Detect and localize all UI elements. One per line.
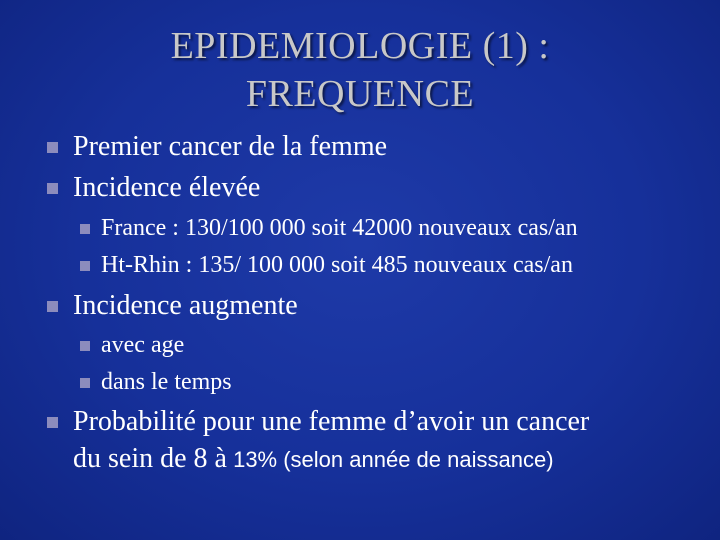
list-item-text-tail: 13% (selon année de naissance) bbox=[226, 447, 554, 472]
sub-list-item bbox=[101, 250, 573, 280]
sub-list-item bbox=[101, 213, 578, 243]
title-line-1: EPIDEMIOLOGIE (1) : bbox=[170, 25, 550, 67]
square-bullet-icon bbox=[47, 301, 58, 312]
square-bullet-icon bbox=[80, 261, 90, 271]
square-bullet-icon bbox=[80, 378, 90, 388]
list-item bbox=[73, 405, 589, 439]
list-item-text: Incidence élevée bbox=[73, 172, 261, 203]
list-item bbox=[73, 289, 298, 323]
square-bullet-icon bbox=[47, 183, 58, 194]
list-item bbox=[73, 130, 387, 164]
sub-list-item-text: avec age bbox=[101, 332, 185, 358]
sub-list-item-text: dans le temps bbox=[101, 369, 232, 395]
square-bullet-icon bbox=[47, 142, 58, 153]
sub-list-item bbox=[101, 367, 232, 397]
title-line-2: FREQUENCE bbox=[245, 73, 475, 115]
list-item-text: Premier cancer de la femme bbox=[73, 131, 388, 162]
list-item bbox=[73, 171, 260, 205]
slide-title bbox=[0, 22, 720, 118]
sub-list-item-text: France : 130/100 000 soit 42000 nouveaux cas/an bbox=[101, 215, 578, 241]
list-item-text: Incidence augmente bbox=[73, 290, 298, 321]
sub-list-item-text: Ht-Rhin : 135/ 100 000 soit 485 nouveaux cas/an bbox=[101, 252, 573, 278]
square-bullet-icon bbox=[80, 224, 90, 234]
sub-list-item bbox=[101, 330, 184, 360]
list-item-text: Probabilité pour une femme d’avoir un cancer bbox=[73, 406, 590, 437]
square-bullet-icon bbox=[80, 341, 90, 351]
square-bullet-icon bbox=[47, 417, 58, 428]
list-item-text: du sein de 8 à bbox=[73, 443, 227, 474]
list-item-continuation bbox=[73, 442, 554, 477]
